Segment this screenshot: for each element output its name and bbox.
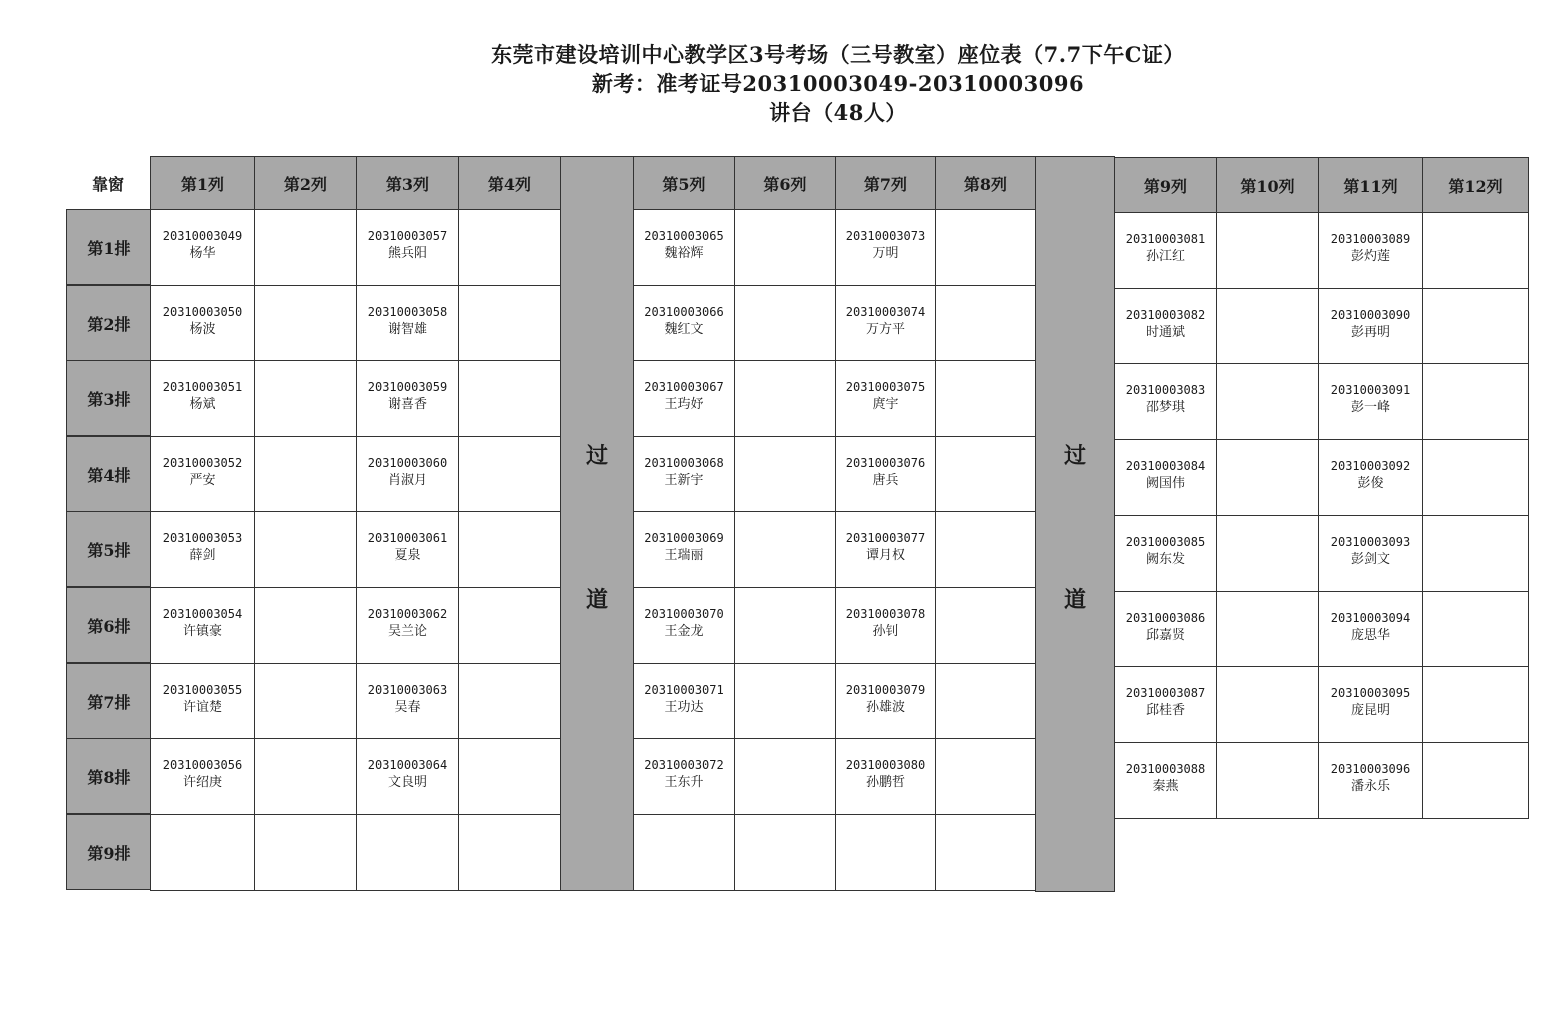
seat-cell [734,511,836,588]
aisle-label-bottom: 道 [585,587,608,613]
seat-cell [1114,212,1217,289]
seat-cell [1318,515,1423,592]
seat-cell [1318,591,1423,668]
seat-cell [458,511,561,588]
candidate-name: 许镇豪 [182,623,222,639]
aisle-label-bottom: 道 [1063,587,1086,613]
seat-cell [150,511,255,588]
seat-cell [1216,288,1319,365]
seat-cell [1216,439,1319,516]
aisle [1035,156,1115,892]
seat-cell [1422,515,1529,592]
row-label: 第1排 [66,209,152,285]
seat-cell [458,209,561,286]
candidate-id: 20310003092 [1330,458,1411,473]
candidate-id: 20310003061 [367,530,448,545]
candidate-name: 谢喜香 [387,396,427,412]
seat-cell [935,436,1036,513]
candidate-id: 20310003057 [367,228,448,243]
candidate-name: 庞思华 [1350,627,1390,643]
seat-cell [1114,515,1217,592]
seat-cell [633,436,735,513]
seat-cell [734,436,836,513]
aisle [560,156,634,891]
seat-cell [1216,742,1319,819]
candidate-id: 20310003058 [367,304,448,319]
seat-cell [356,663,459,740]
seat-cell [835,436,936,513]
seat-cell [734,587,836,664]
seat-cell [356,587,459,664]
podium-label: 讲台（48人） [769,100,907,125]
seat-cell [835,814,936,891]
seat-cell [1114,288,1217,365]
candidate-name: 彭一峰 [1350,399,1390,415]
row-label: 第7排 [66,663,152,739]
candidate-name: 杨波 [189,321,216,337]
row-label: 第5排 [66,511,152,587]
candidate-name: 秦燕 [1152,778,1179,794]
candidate-name: 彭再明 [1350,324,1390,340]
seat-cell [458,738,561,815]
candidate-id: 20310003052 [162,455,243,470]
candidate-name: 王金龙 [664,623,704,639]
seat-cell [1216,212,1319,289]
candidate-name: 阙国伟 [1145,475,1185,491]
seat-cell [935,587,1036,664]
seat-cell [458,285,561,362]
seat-cell [254,511,357,588]
column-header: 第1列 [150,156,255,210]
seat-cell [254,360,357,437]
seat-cell [254,285,357,362]
row-label: 第8排 [66,738,152,814]
seat-cell [458,814,561,891]
candidate-id: 20310003085 [1125,534,1206,549]
seat-cell [150,738,255,815]
seat-cell [356,738,459,815]
candidate-name: 时通斌 [1145,324,1185,340]
window-side-label: 靠窗 [91,174,124,194]
candidate-name: 杨斌 [189,396,216,412]
aisle-label-top: 过 [1063,443,1086,469]
candidate-name: 孙雄波 [865,699,905,715]
seat-cell [150,209,255,286]
seat-cell [935,663,1036,740]
seat-cell [1422,363,1529,440]
candidate-id: 20310003066 [644,304,724,319]
seat-cell [458,360,561,437]
seat-cell [150,814,255,891]
seat-cell [150,436,255,513]
candidate-id: 20310003051 [162,379,243,394]
seat-cell [254,663,357,740]
seat-cell [356,511,459,588]
seat-cell [254,738,357,815]
candidate-name: 邵梦琪 [1145,399,1185,415]
candidate-id: 20310003096 [1330,761,1411,776]
candidate-id: 20310003056 [162,757,243,772]
candidate-name: 魏红文 [664,321,704,337]
candidate-id: 20310003064 [367,757,448,772]
seat-cell [1216,515,1319,592]
candidate-id: 20310003073 [845,228,926,243]
seat-cell [254,587,357,664]
candidate-id: 20310003078 [845,606,926,621]
candidate-id: 20310003065 [644,228,724,243]
candidate-id: 20310003081 [1125,231,1206,246]
candidate-name: 王功达 [664,699,704,715]
candidate-id: 20310003054 [162,606,243,621]
candidate-id: 20310003059 [367,379,448,394]
seat-cell [734,209,836,286]
row-label: 第9排 [66,814,152,890]
row-label: 第6排 [66,587,152,663]
candidate-name: 万方平 [865,321,905,337]
seat-cell [633,511,735,588]
seat-cell [1114,742,1217,819]
seat-cell [935,285,1036,362]
seat-cell [835,663,936,740]
seat-cell [734,814,836,891]
candidate-name: 杨华 [189,245,216,261]
candidate-name: 唐兵 [872,472,899,488]
seat-cell [150,285,255,362]
seat-cell [1114,363,1217,440]
candidate-name: 阙东发 [1145,551,1185,567]
seat-cell [633,587,735,664]
seat-cell [254,436,357,513]
seat-cell [935,209,1036,286]
seat-cell [835,587,936,664]
candidate-id: 20310003087 [1125,685,1206,700]
candidate-id: 20310003068 [644,455,724,470]
candidate-name: 严安 [189,472,216,488]
seat-cell [1114,666,1217,743]
column-header: 第9列 [1114,157,1217,213]
seat-cell [254,814,357,891]
column-header: 第4列 [458,156,561,210]
seat-cell [835,285,936,362]
candidate-name: 邱桂香 [1145,702,1185,718]
candidate-id: 20310003088 [1125,761,1206,776]
seat-cell [356,814,459,891]
candidate-name: 魏裕辉 [664,245,704,261]
column-header: 第7列 [835,156,936,210]
column-header: 第5列 [633,156,735,210]
candidate-id: 20310003089 [1330,231,1411,246]
candidate-name: 吴春 [394,699,421,715]
candidate-id: 20310003075 [845,379,926,394]
candidate-name: 文良明 [387,774,427,790]
seat-cell [1216,591,1319,668]
column-header: 第11列 [1318,157,1423,213]
page-title: 东莞市建设培训中心教学区3号考场（三号教室）座位表（7.7下午C证） [491,42,1185,67]
candidate-id: 20310003080 [845,757,926,772]
candidate-id: 20310003091 [1330,382,1411,397]
seat-cell [935,814,1036,891]
seat-cell [458,663,561,740]
seat-cell [356,360,459,437]
seat-cell [633,285,735,362]
candidate-name: 潘永乐 [1350,778,1390,794]
candidate-id: 20310003053 [162,530,243,545]
candidate-name: 邱嘉贤 [1145,627,1185,643]
column-header: 第6列 [734,156,836,210]
seat-cell [633,814,735,891]
candidate-name: 王新宇 [664,472,704,488]
candidate-name: 王玙妤 [664,396,704,412]
seat-cell [1422,212,1529,289]
candidate-name: 彭灼莲 [1350,248,1390,264]
aisle-label-top: 过 [585,443,608,469]
seat-cell [935,511,1036,588]
seat-cell [458,587,561,664]
seat-cell [1216,363,1319,440]
column-header: 第8列 [935,156,1036,210]
candidate-name: 庹宇 [872,396,899,412]
seat-cell [150,360,255,437]
seat-cell [734,663,836,740]
candidate-name: 许绍庚 [182,774,222,790]
column-header: 第2列 [254,156,357,210]
candidate-id: 20310003074 [845,304,926,319]
column-header: 第3列 [356,156,459,210]
seat-cell [1318,363,1423,440]
candidate-id: 20310003079 [845,682,926,697]
column-header: 第10列 [1216,157,1319,213]
candidate-name: 许谊楚 [182,699,222,715]
seat-cell [633,360,735,437]
seat-cell [633,738,735,815]
candidate-id: 20310003063 [367,682,448,697]
candidate-name: 孙鹏哲 [865,774,905,790]
candidate-id: 20310003072 [644,757,724,772]
candidate-name: 夏泉 [394,547,421,563]
exam-number-range: 新考：准考证号20310003049-20310003096 [591,71,1085,96]
seat-cell [1422,288,1529,365]
candidate-name: 谢智雄 [387,321,427,337]
seat-cell [734,360,836,437]
seat-cell [150,663,255,740]
candidate-id: 20310003067 [644,379,724,394]
seat-cell [1318,666,1423,743]
seat-cell [734,285,836,362]
candidate-name: 孙钊 [872,623,899,639]
seat-cell [150,587,255,664]
seat-cell [356,285,459,362]
seat-cell [1114,439,1217,516]
candidate-id: 20310003077 [845,530,926,545]
candidate-id: 20310003094 [1330,610,1411,625]
seat-cell [1114,591,1217,668]
candidate-id: 20310003070 [644,606,724,621]
candidate-name: 彭俊 [1357,475,1384,491]
candidate-id: 20310003093 [1330,534,1411,549]
seat-cell [1422,591,1529,668]
candidate-id: 20310003095 [1330,685,1411,700]
seat-cell [356,436,459,513]
candidate-id: 20310003082 [1125,307,1206,322]
seat-cell [935,360,1036,437]
candidate-id: 20310003050 [162,304,243,319]
candidate-id: 20310003071 [644,682,724,697]
seat-cell [835,209,936,286]
column-header: 第12列 [1422,157,1529,213]
candidate-name: 吴兰论 [387,623,427,639]
candidate-name: 王瑞丽 [664,547,704,563]
row-label: 第3排 [66,360,152,436]
seat-cell [1318,742,1423,819]
seat-cell [1422,439,1529,516]
candidate-id: 20310003084 [1125,458,1206,473]
candidate-id: 20310003090 [1330,307,1411,322]
candidate-id: 20310003049 [162,228,243,243]
candidate-name: 万明 [872,245,899,261]
seat-cell [835,360,936,437]
candidate-name: 彭剑文 [1350,551,1390,567]
candidate-name: 王东升 [664,774,704,790]
seat-cell [1422,666,1529,743]
candidate-name: 谭月权 [865,547,905,563]
seat-cell [356,209,459,286]
seat-cell [835,738,936,815]
candidate-id: 20310003069 [644,530,724,545]
seat-cell [734,738,836,815]
seat-cell [1318,439,1423,516]
candidate-id: 20310003076 [845,455,926,470]
seat-cell [835,511,936,588]
seat-cell [458,436,561,513]
seat-cell [633,209,735,286]
candidate-name: 孙江红 [1145,248,1185,264]
row-label: 第2排 [66,285,152,361]
candidate-id: 20310003083 [1125,382,1206,397]
seat-cell [1422,742,1529,819]
seat-cell [1318,288,1423,365]
candidate-name: 熊兵阳 [387,245,427,261]
candidate-id: 20310003086 [1125,610,1206,625]
document-header [0,40,1566,127]
candidate-name: 庞昆明 [1350,702,1390,718]
candidate-id: 20310003055 [162,682,243,697]
seat-cell [1318,212,1423,289]
seat-cell [1216,666,1319,743]
row-label: 第4排 [66,436,152,512]
seat-cell [935,738,1036,815]
seat-cell [633,663,735,740]
candidate-id: 20310003062 [367,606,448,621]
candidate-name: 薛剑 [189,547,216,563]
candidate-name: 肖淑月 [387,472,427,488]
candidate-id: 20310003060 [367,455,448,470]
seat-cell [254,209,357,286]
